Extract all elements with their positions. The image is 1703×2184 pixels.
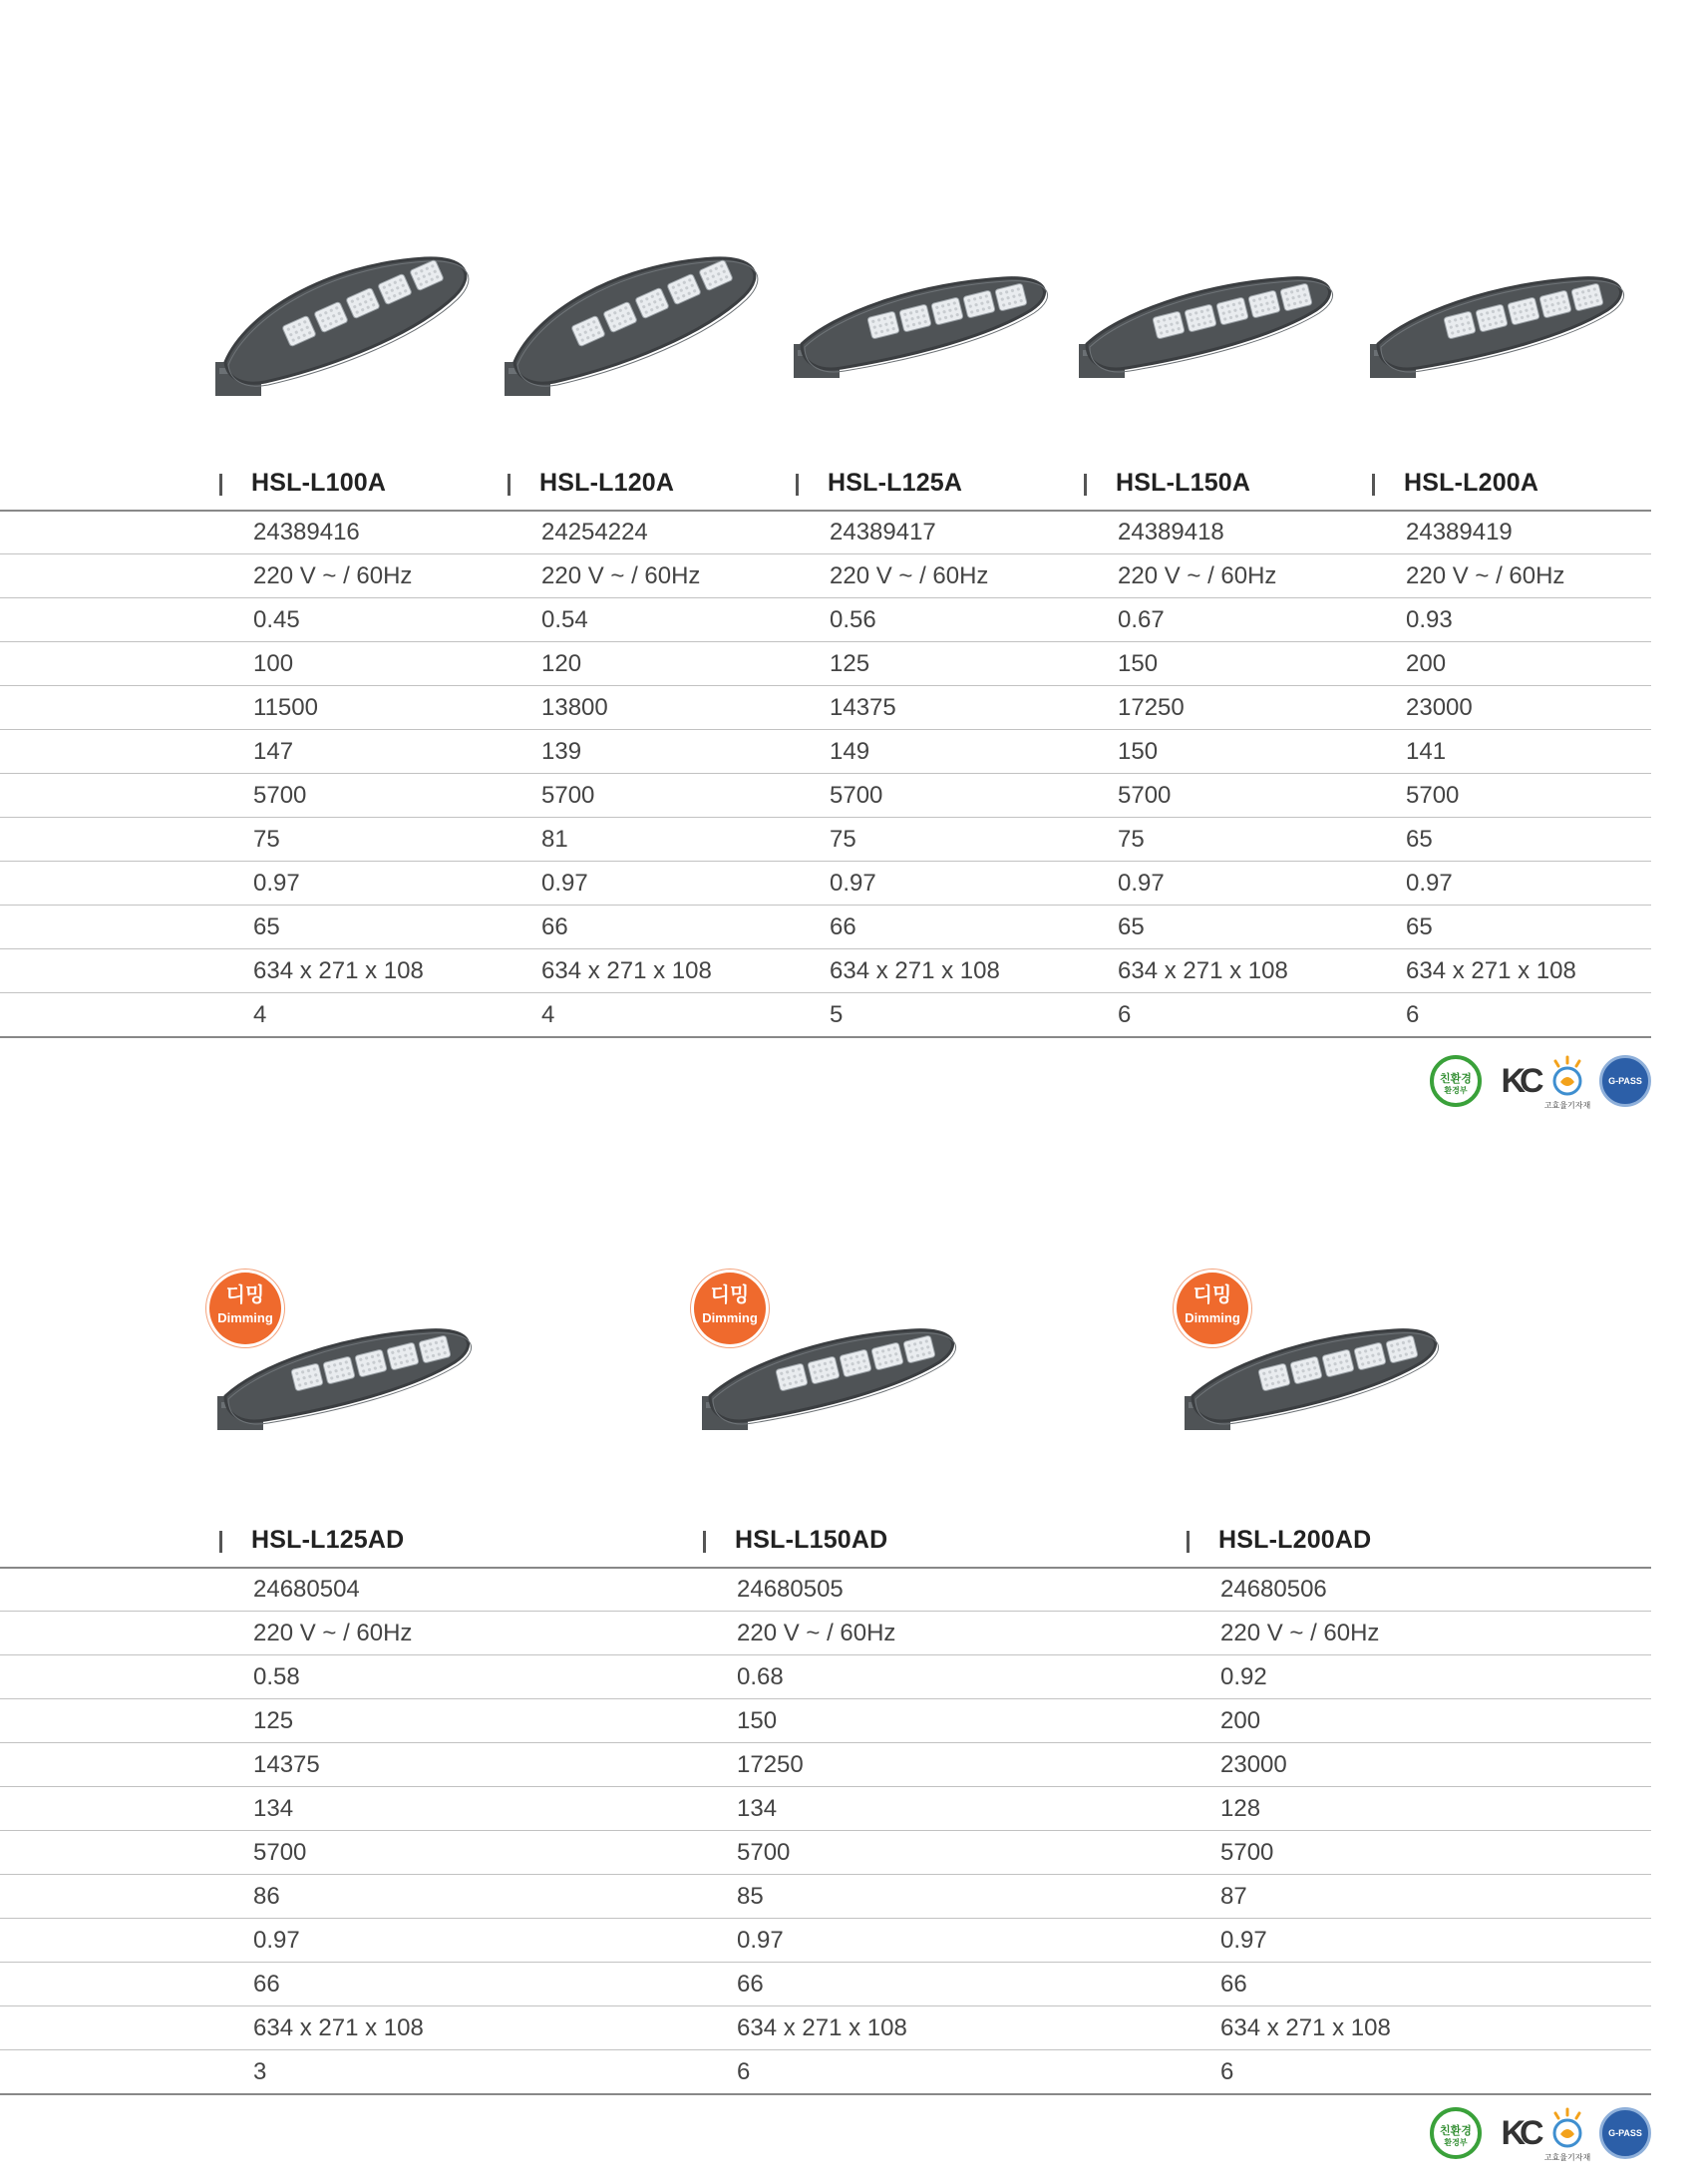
spec-cell: 3 [253,2058,267,2085]
spec-cell: 0.68 [737,1663,784,1690]
model-name: HSL-L200AD [1218,1526,1372,1554]
row-divider [0,861,1651,862]
product-image [215,244,475,424]
spec-cell: 120 [541,650,582,677]
spec-cell: 5700 [1406,782,1460,809]
model-header [1084,465,1363,503]
table-top-rule [0,510,1651,512]
spec-cell: 24389416 [253,519,360,546]
spec-cell: 634 x 271 x 108 [830,957,1000,984]
spec-cell: 220 V ~ / 60Hz [1406,562,1565,589]
spec-cell: 100 [253,650,294,677]
row-divider [0,1918,1651,1919]
spec-cell: 634 x 271 x 108 [1220,2014,1391,2041]
spec-cell: 0.97 [253,870,300,897]
spec-cell: 6 [1118,1001,1132,1028]
spec-cell: 150 [1118,650,1159,677]
row-divider [0,1654,1651,1655]
spec-cell: 0.97 [737,1927,784,1954]
spec-cell: 0.97 [830,870,876,897]
spec-cell: 24389418 [1118,519,1224,546]
spec-cell: 65 [1118,913,1145,940]
spec-cell: 149 [830,738,870,765]
spec-cell: 139 [541,738,582,765]
spec-cell: 24680506 [1220,1576,1327,1603]
spec-cell: 14375 [253,1751,320,1778]
spec-cell: 66 [830,913,856,940]
spec-cell: 24389417 [830,519,936,546]
spec-cell: 220 V ~ / 60Hz [253,562,413,589]
dimming-badge: 디밍 Dimming [694,1273,766,1344]
spec-cell: 24680505 [737,1576,844,1603]
model-header [703,1522,982,1560]
spec-cell: 24254224 [541,519,648,546]
model-name: HSL-L100A [251,469,387,497]
spec-cell: 24680504 [253,1576,360,1603]
spec-cell: 634 x 271 x 108 [541,957,712,984]
spec-cell: 0.97 [253,1927,300,1954]
row-divider [0,2005,1651,2006]
row-divider [0,1036,1651,1038]
header-marker [1187,1531,1190,1553]
spec-cell: 5700 [1118,782,1172,809]
product-image [1370,244,1629,424]
spec-cell: 125 [253,1707,294,1734]
row-divider [0,1786,1651,1787]
spec-cell: 6 [1220,2058,1234,2085]
spec-cell: 75 [1118,826,1145,853]
spec-cell: 5700 [253,782,307,809]
header-marker [1084,474,1087,496]
spec-cell: 17250 [1118,694,1185,721]
spec-cell: 11500 [253,694,318,721]
model-name: HSL-L120A [539,469,675,497]
spec-cell: 6 [737,2058,751,2085]
row-divider [0,1611,1651,1612]
spec-cell: 66 [1220,1971,1247,1998]
spec-cell: 634 x 271 x 108 [1406,957,1576,984]
row-divider [0,773,1651,774]
model-header [508,465,787,503]
spec-cell: 66 [541,913,568,940]
high-efficiency-icon: 고효율기자재 [1541,1055,1593,1107]
header-marker [219,1531,222,1553]
spec-cell: 81 [541,826,568,853]
certification-marks [1430,2107,1651,2163]
spec-cell: 87 [1220,1883,1247,1910]
spec-cell: 5700 [1220,1839,1274,1866]
model-name: HSL-L150AD [735,1526,888,1554]
row-divider [0,2093,1651,2095]
dimming-badge: 디밍 Dimming [1177,1273,1248,1344]
spec-cell: 220 V ~ / 60Hz [737,1620,896,1646]
spec-cell: 5700 [830,782,883,809]
spec-cell: 147 [253,738,294,765]
spec-cell: 0.45 [253,606,300,633]
spec-cell: 125 [830,650,870,677]
header-marker [703,1531,706,1553]
spec-cell: 0.92 [1220,1663,1267,1690]
row-divider [0,905,1651,906]
spec-cell: 220 V ~ / 60Hz [1220,1620,1380,1646]
spec-cell: 66 [253,1971,280,1998]
spec-cell: 6 [1406,1001,1420,1028]
row-divider [0,641,1651,642]
spec-cell: 0.58 [253,1663,300,1690]
row-divider [0,1698,1651,1699]
spec-cell: 5700 [737,1839,791,1866]
spec-cell: 4 [541,1001,555,1028]
product-image [794,244,1053,424]
gpass-icon: G-PASS [1599,1055,1651,1107]
spec-cell: 65 [253,913,280,940]
header-marker [796,474,799,496]
certification-marks [1430,1055,1651,1111]
row-divider [0,948,1651,949]
row-divider [0,992,1651,993]
row-divider [0,1830,1651,1831]
spec-cell: 0.97 [1118,870,1165,897]
row-divider [0,1874,1651,1875]
spec-cell: 0.97 [541,870,588,897]
spec-cell: 13800 [541,694,608,721]
spec-cell: 86 [253,1883,280,1910]
spec-cell: 5700 [253,1839,307,1866]
spec-cell: 0.93 [1406,606,1453,633]
spec-cell: 200 [1220,1707,1261,1734]
header-marker [508,474,511,496]
model-header [219,465,499,503]
spec-cell: 134 [253,1795,294,1822]
product-image [505,244,764,424]
spec-cell: 24389419 [1406,519,1513,546]
model-header [1372,465,1651,503]
spec-cell: 23000 [1220,1751,1287,1778]
spec-cell: 220 V ~ / 60Hz [1118,562,1277,589]
spec-cell: 0.97 [1406,870,1453,897]
spec-cell: 5700 [541,782,595,809]
spec-cell: 65 [1406,826,1433,853]
spec-cell: 4 [253,1001,267,1028]
model-name: HSL-L125AD [251,1526,405,1554]
model-header [1187,1522,1466,1560]
spec-cell: 150 [737,1707,778,1734]
row-divider [0,1742,1651,1743]
row-divider [0,1962,1651,1963]
spec-cell: 85 [737,1883,764,1910]
spec-cell: 220 V ~ / 60Hz [541,562,701,589]
eco-label-icon: 친환경 환경부 [1430,1055,1482,1107]
spec-cell: 634 x 271 x 108 [253,2014,424,2041]
gpass-icon: G-PASS [1599,2107,1651,2159]
spec-cell: 75 [253,826,280,853]
spec-cell: 220 V ~ / 60Hz [830,562,989,589]
spec-cell: 23000 [1406,694,1473,721]
spec-cell: 0.67 [1118,606,1165,633]
spec-cell: 75 [830,826,856,853]
spec-cell: 634 x 271 x 108 [253,957,424,984]
spec-cell: 134 [737,1795,778,1822]
spec-cell: 150 [1118,738,1159,765]
spec-cell: 0.56 [830,606,876,633]
spec-cell: 634 x 271 x 108 [737,2014,907,2041]
spec-cell: 0.97 [1220,1927,1267,1954]
row-divider [0,2049,1651,2050]
spec-cell: 65 [1406,913,1433,940]
eco-label-icon: 친환경 환경부 [1430,2107,1482,2159]
spec-cell: 141 [1406,738,1447,765]
header-marker [1372,474,1375,496]
kc-mark-icon: KC [1501,1062,1538,1100]
high-efficiency-icon: 고효율기자재 [1541,2107,1593,2159]
spec-cell: 66 [737,1971,764,1998]
model-name: HSL-L125A [828,469,963,497]
spec-cell: 634 x 271 x 108 [1118,957,1288,984]
spec-cell: 5 [830,1001,844,1028]
product-image [1079,244,1338,424]
spec-cell: 128 [1220,1795,1261,1822]
spec-cell: 14375 [830,694,896,721]
model-header [796,465,1075,503]
model-name: HSL-L200A [1404,469,1539,497]
model-header [219,1522,499,1560]
row-divider [0,597,1651,598]
row-divider [0,729,1651,730]
spec-cell: 220 V ~ / 60Hz [253,1620,413,1646]
spec-cell: 200 [1406,650,1447,677]
row-divider [0,685,1651,686]
spec-cell: 0.54 [541,606,588,633]
dimming-badge: 디밍 Dimming [209,1273,281,1344]
spec-cell: 17250 [737,1751,804,1778]
header-marker [219,474,222,496]
model-name: HSL-L150A [1116,469,1251,497]
row-divider [0,553,1651,554]
row-divider [0,817,1651,818]
kc-mark-icon: KC [1501,2114,1538,2152]
